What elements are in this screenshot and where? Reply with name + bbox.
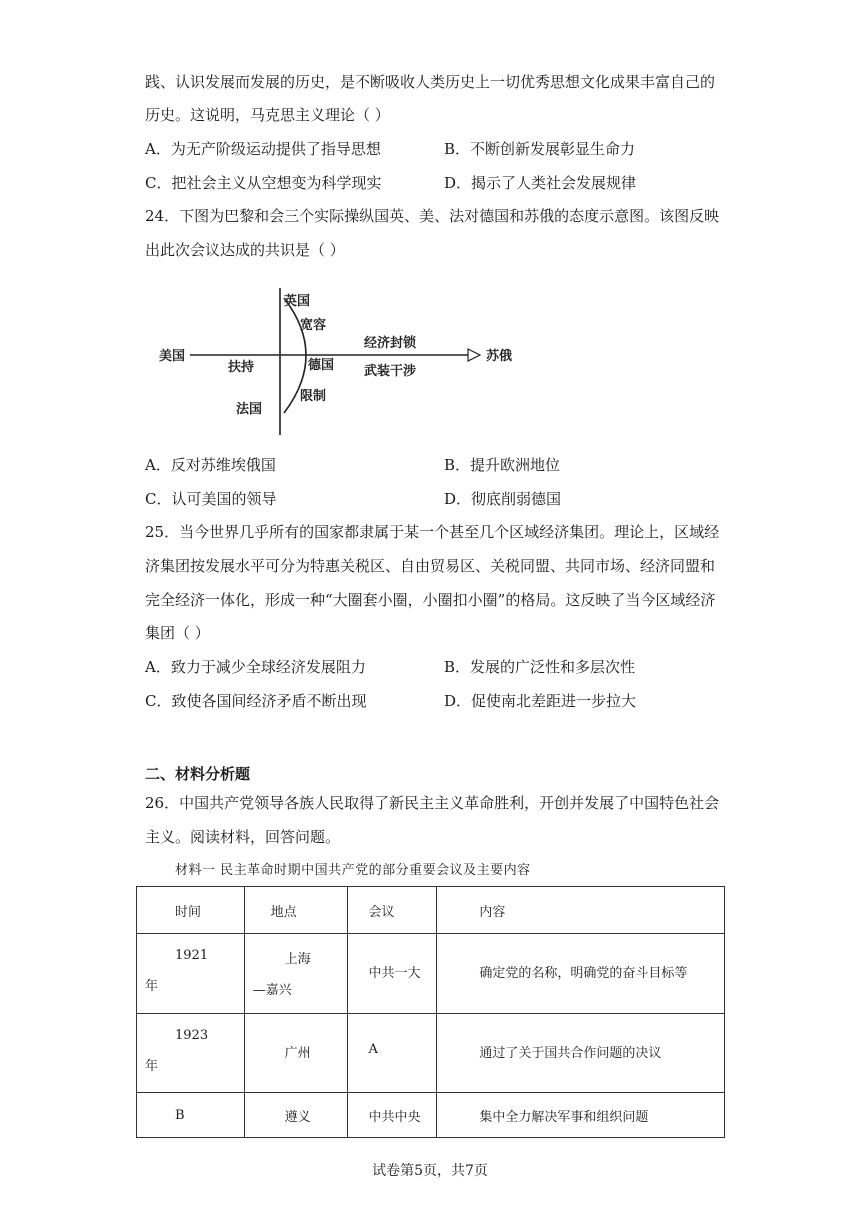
table-row xyxy=(137,1014,725,1093)
q24-text-line2: 出此次会议达成的共识是（ ） xyxy=(145,241,345,259)
label-uk: 英国 xyxy=(284,294,311,309)
cell-place xyxy=(244,934,348,1014)
q24-text-line1: 24．下图为巴黎和会三个实际操纵国英、美、法对德国和苏俄的态度示意图。该图反映 xyxy=(145,207,720,225)
label-restrict: 限制 xyxy=(300,389,327,404)
cell-time xyxy=(137,934,245,1014)
q25-option-b: B．发展的广泛性和多层次性 xyxy=(444,658,636,676)
q25-text-line4: 集团（ ） xyxy=(145,624,210,642)
q25-option-c: C．致使各国间经济矛盾不断出现 xyxy=(145,692,367,710)
q23-option-d: D．揭示了人类社会发展规律 xyxy=(444,174,637,192)
cell-content xyxy=(437,934,725,1014)
meeting-name: 中共一大 xyxy=(368,966,421,981)
header-place: 地点 xyxy=(244,887,348,934)
table-header-row xyxy=(137,887,725,934)
cell-time: B xyxy=(137,1093,245,1138)
cell-time xyxy=(137,1014,245,1093)
header-content: 内容 xyxy=(437,887,725,934)
material-caption: 材料一 民主革命时期中国共产党的部分重要会议及主要内容 xyxy=(175,863,531,878)
place-line2: —嘉兴 xyxy=(252,983,292,998)
time-suffix: 年 xyxy=(145,979,159,994)
q25-option-a: A．致力于减少全球经济发展阻力 xyxy=(145,658,366,676)
arrow-head-icon xyxy=(468,349,480,361)
content-text: 通过了关于国共合作问题的决议 xyxy=(479,1046,662,1061)
q23-text-line2: 历史。这说明，马克思主义理论（ ） xyxy=(145,106,390,124)
label-lenient: 宽容 xyxy=(300,318,327,333)
cell-meeting: 中共中央 xyxy=(348,1093,437,1138)
q23-option-b: B．不断创新发展彰显生命力 xyxy=(444,140,636,158)
label-intervention: 武装干涉 xyxy=(364,364,417,379)
q23-option-c: C．把社会主义从空想变为科学现实 xyxy=(145,174,382,192)
time-year: 1921 xyxy=(175,948,209,963)
header-time: 时间 xyxy=(137,887,245,934)
table-row xyxy=(137,934,725,1014)
paris-conference-diagram xyxy=(150,285,530,440)
material-table xyxy=(136,886,725,1138)
q23-text-line1: 践、认识发展而发展的历史，是不断吸收人类历史上一切优秀思想文化成果丰富自己的 xyxy=(145,73,716,91)
q25-text-line1: 25．当今世界几乎所有的国家都隶属于某一个甚至几个区域经济集团。理论上，区域经 xyxy=(145,523,720,541)
q26-text-line2: 主义。阅读材料，回答问题。 xyxy=(145,828,341,846)
q25-option-d: D．促使南北差距进一步拉大 xyxy=(444,692,637,710)
cell-content xyxy=(437,1014,725,1093)
place-line1: 广州 xyxy=(284,1046,311,1061)
section-title: 二、材料分析题 xyxy=(145,765,251,783)
label-germany: 德国 xyxy=(308,358,335,373)
cell-meeting xyxy=(348,1014,437,1093)
q26-text-line1: 26．中国共产党领导各族人民取得了新民主主义革命胜利，开创并发展了中国特色社会 xyxy=(145,794,720,812)
meeting-name: A xyxy=(368,1042,378,1057)
time-year: 1923 xyxy=(175,1028,209,1043)
place-line1: 上海 xyxy=(284,952,311,967)
q24-option-b: B．提升欧洲地位 xyxy=(444,456,561,474)
cell-place xyxy=(244,1014,348,1093)
q24-option-d: D．彻底削弱德国 xyxy=(444,490,562,508)
label-blockade: 经济封锁 xyxy=(364,336,417,351)
cell-place: 遵义 xyxy=(244,1093,348,1138)
label-soviet: 苏俄 xyxy=(486,349,513,364)
time-suffix: 年 xyxy=(145,1059,159,1074)
cell-content: 集中全力解决军事和组织问题 xyxy=(437,1093,725,1138)
cell-meeting xyxy=(348,934,437,1014)
label-support: 扶持 xyxy=(228,360,255,375)
q24-option-c: C．认可美国的领导 xyxy=(145,490,277,508)
q23-option-a: A．为无产阶级运动提供了指导思想 xyxy=(145,140,381,158)
header-meeting: 会议 xyxy=(348,887,437,934)
q24-option-a: A．反对苏维埃俄国 xyxy=(145,456,276,474)
q25-text-line2: 济集团按发展水平可分为特惠关税区、自由贸易区、关税同盟、共同市场、经济同盟和 xyxy=(145,557,716,575)
table-row xyxy=(137,1093,725,1138)
page-footer: 试卷第5页，共7页 xyxy=(372,1163,488,1179)
label-us: 美国 xyxy=(159,349,186,364)
q25-text-line3: 完全经济一体化，形成一种“大圈套小圈，小圈扣小圈”的格局。这反映了当今区域经济 xyxy=(145,591,716,609)
label-france: 法国 xyxy=(236,402,263,417)
content-text: 确定党的名称，明确党的奋斗目标等 xyxy=(479,966,688,981)
